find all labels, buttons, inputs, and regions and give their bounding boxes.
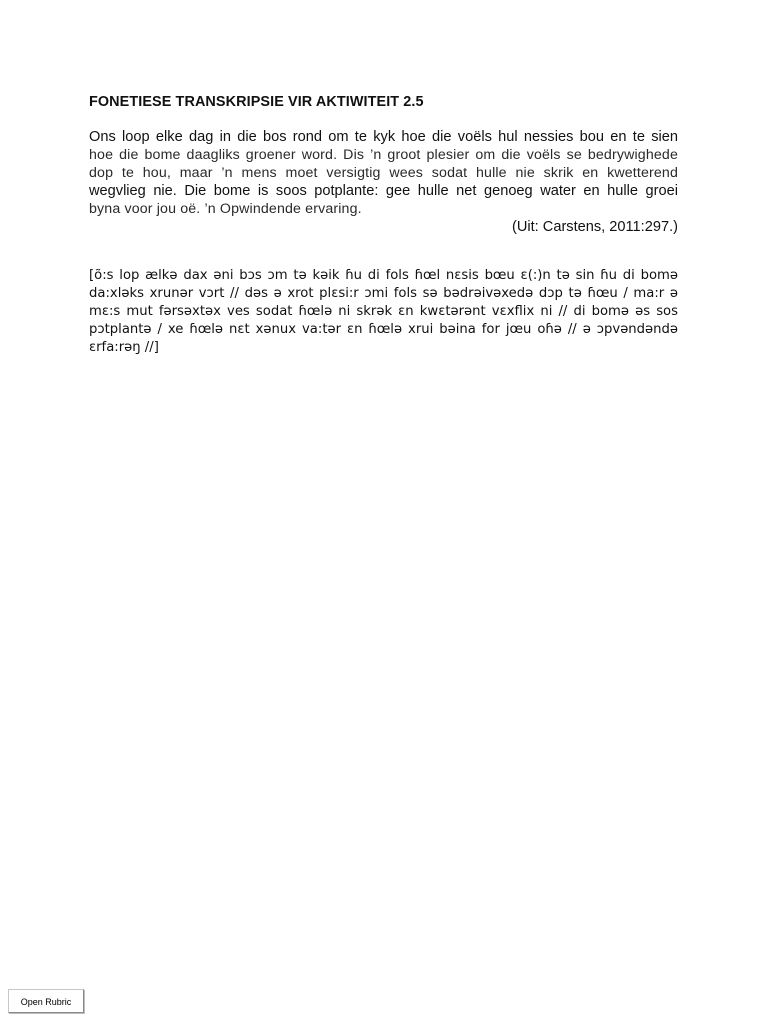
paragraph-line: wegvlieg nie. Die bome is soos potplante: gee hulle net genoeg water en hulle groei [89, 183, 678, 199]
phonetic-transcription [89, 267, 678, 357]
document-title: FONETIESE TRANSKRIPSIE VIR AKTIWITEIT 2.5 [89, 94, 424, 110]
paragraph-line: byna voor jou oë. ’n Opwindende ervaring. [89, 201, 362, 217]
paragraph-line: dop te hou, maar ’n mens moet versigtig wees sodat hulle nie skrik en kwetterend [89, 165, 678, 181]
paragraph-line: hoe die bome daagliks groener word. Dis ’n groot plesier om die voëls se bedrywighede [89, 147, 678, 163]
citation: (Uit: Carstens, 2011:297.) [511, 219, 678, 235]
transcription-line: ɛrfa:rəŋ //] [89, 340, 159, 355]
afrikaans-paragraph [89, 128, 678, 218]
transcription-line: [õ:s lop ælkə dax əni bɔs ɔm tə kəik ɦu di fols ɦœl nɛsis bœu ɛ(:)n tə sin ɦu di bomə [89, 268, 678, 283]
transcription-line: mɛ:s mut fərsəxtəx ves sodat ɦœlə ni skrək ɛn kwɛtərənt vɛxflix ni // di bomə əs sos [89, 304, 678, 319]
transcription-line: pɔtplantə / xe ɦœlə nɛt xənux va:tər ɛn ɦœlə xrui bəina for jœu oɦə // ə ɔpvəndəndə [89, 322, 678, 337]
transcription-line: da:xləks xrunər vɔrt // dəs ə xrot plɛsi:r ɔmi fols sə bədrəivəxedə dɔp tə ɦœu / ma:r ə [89, 286, 678, 301]
paragraph-line: Ons loop elke dag in die bos rond om te kyk hoe die voëls hul nessies bou en te sien [89, 129, 678, 145]
open-rubric-button[interactable]: Open Rubric [8, 989, 84, 1013]
